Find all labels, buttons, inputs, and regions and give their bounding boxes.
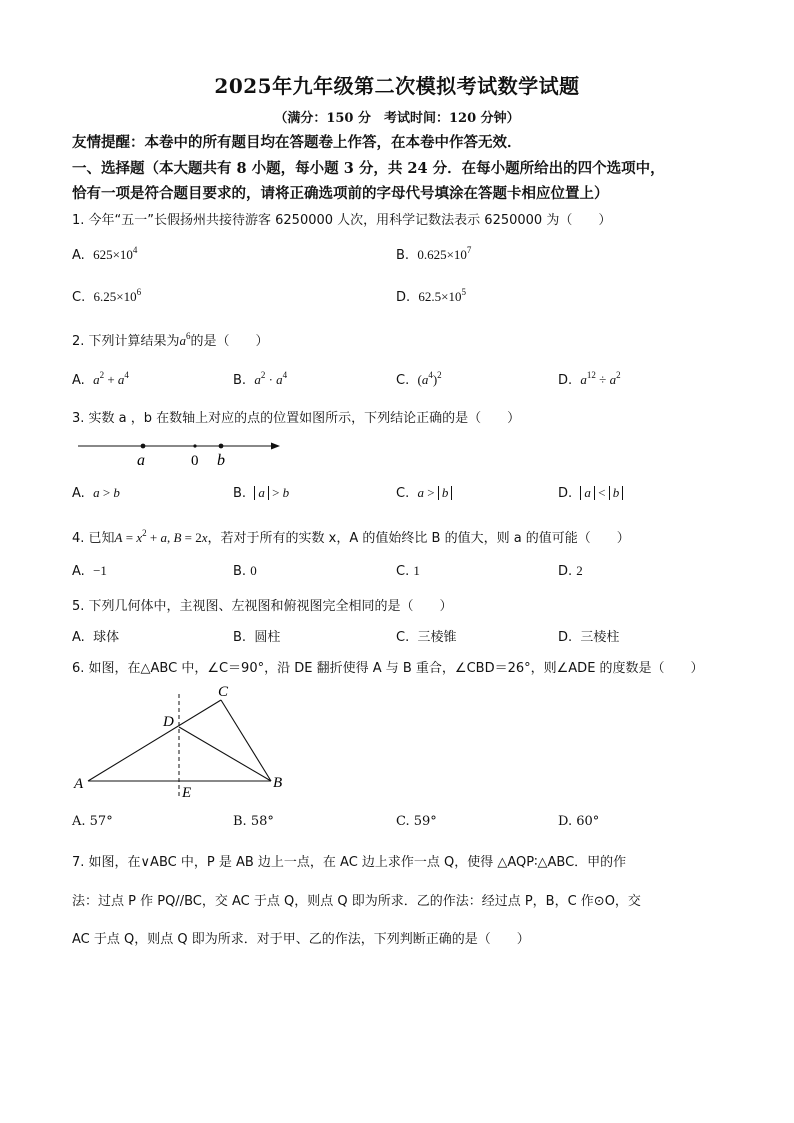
q1-option-a: A. $625\times 10^4$ <box>72 245 138 263</box>
section-heading-line1: 一、选择题（本大题共有 8 小题，每小题 3 分，共 24 分．在每小题所给出的四个选项中， <box>72 160 665 177</box>
q2-stem: 2. 下列计算结果为$a^6$的是（ ） <box>72 331 269 349</box>
label-b: b <box>217 452 225 469</box>
q7-line3: AC 于点 Q，则点 Q 即为所求．对于甲、乙的作法，下列判断正确的是（ ） <box>72 932 530 947</box>
label-point-b: B <box>273 775 283 791</box>
label-zero: 0 <box>191 453 199 469</box>
q4-option-d: D. 2 <box>558 563 583 579</box>
q6-option-d: D. 60° <box>558 814 600 829</box>
point-a <box>141 444 146 449</box>
q1-option-d: D. $62.5\times 10^5$ <box>396 287 467 305</box>
section-heading-line2: 恰有一项是符合题目要求的，请将正确选项前的字母代号填涂在答题卡相应位置上） <box>72 185 609 202</box>
label-a: a <box>137 452 145 469</box>
q2-option-b: B. $a^2 \cdot a^4$ <box>233 370 288 388</box>
q3-option-d: D. a < b <box>558 485 623 501</box>
q4-option-c: C. 1 <box>396 563 420 579</box>
q3-option-b: B. a > b <box>233 485 290 501</box>
q6-option-a: A. 57° <box>72 814 113 829</box>
segment-db <box>179 727 271 781</box>
q6-stem: 6. 如图，在△ABC 中，∠C＝90°，沿 DE 翻折使得 A 与 B 重合，∠CBD＝26°，则∠ADE 的度数是（ ） <box>72 661 704 676</box>
q5-option-c: C. 三棱锥 <box>396 630 457 645</box>
q5-option-b: B. 圆柱 <box>233 630 281 645</box>
q5-option-d: D. 三棱柱 <box>558 630 620 645</box>
q1-stem: 1. 今年“五一”长假扬州共接待游客 6250000 人次，用科学记数法表示 6250000 为（ ） <box>72 213 612 228</box>
q6-option-c: C. 59° <box>396 814 437 829</box>
q1-option-b: B. $0.625\times 10^7$ <box>396 245 472 263</box>
q4-option-b: B. 0 <box>233 563 257 579</box>
q3-stem: 3. 实数 a ，b 在数轴上对应的点的位置如图所示，下列结论正确的是（ ） <box>72 411 521 426</box>
q5-option-a: A. 球体 <box>72 630 120 645</box>
triangle-figure <box>70 680 300 805</box>
label-point-c: C <box>218 684 229 700</box>
label-point-d: D <box>163 714 174 730</box>
label-point-e: E <box>182 785 192 801</box>
q2-option-d: D. $a^{12} \div a^2$ <box>558 370 621 388</box>
q2-option-c: C. $(a^4)^2$ <box>396 370 442 388</box>
point-b <box>219 444 224 449</box>
q7-line2: 法：过点 P 作 PQ//BC，交 AC 于点 Q，则点 Q 即为所求．乙的作法：经过点 P，B，C 作⊙O，交 <box>72 894 641 909</box>
q3-option-a: A. a > b <box>72 485 120 501</box>
notice: 友情提醒：本卷中的所有题目均在答题卷上作答，在本卷中作答无效． <box>72 134 522 151</box>
q5-stem: 5. 下列几何体中，主视图、左视图和俯视图完全相同的是（ ） <box>72 599 453 614</box>
q2-option-a: A. $a^2 + a^4$ <box>72 370 129 388</box>
q4-stem: 4. 已知$A = x^2 + a$, B = 2x，若对于所有的实数 x，A 的值始终比 B 的值大，则 a 的值可能（ ） <box>72 528 630 546</box>
point-zero <box>193 444 196 447</box>
arrow-right-icon <box>271 443 280 450</box>
page-title: 2025年九年级第二次模拟考试数学试题 <box>214 74 580 98</box>
q4-option-a: A. −1 <box>72 563 107 579</box>
q1-option-c: C. $6.25\times 10^6$ <box>72 287 142 305</box>
q6-option-b: B. 58° <box>233 814 274 829</box>
segment-cb <box>221 700 271 781</box>
exam-info: （满分：150 分 考试时间：120 分钟） <box>274 111 520 126</box>
label-point-a: A <box>74 776 84 792</box>
number-line-figure <box>72 432 292 470</box>
q7-line1: 7. 如图，在∨ABC 中，P 是 AB 边上一点，在 AC 边上求作一点 Q，使得 △AQP∶△ABC．甲的作 <box>72 855 627 870</box>
q3-option-c: C. a > b <box>396 485 452 501</box>
